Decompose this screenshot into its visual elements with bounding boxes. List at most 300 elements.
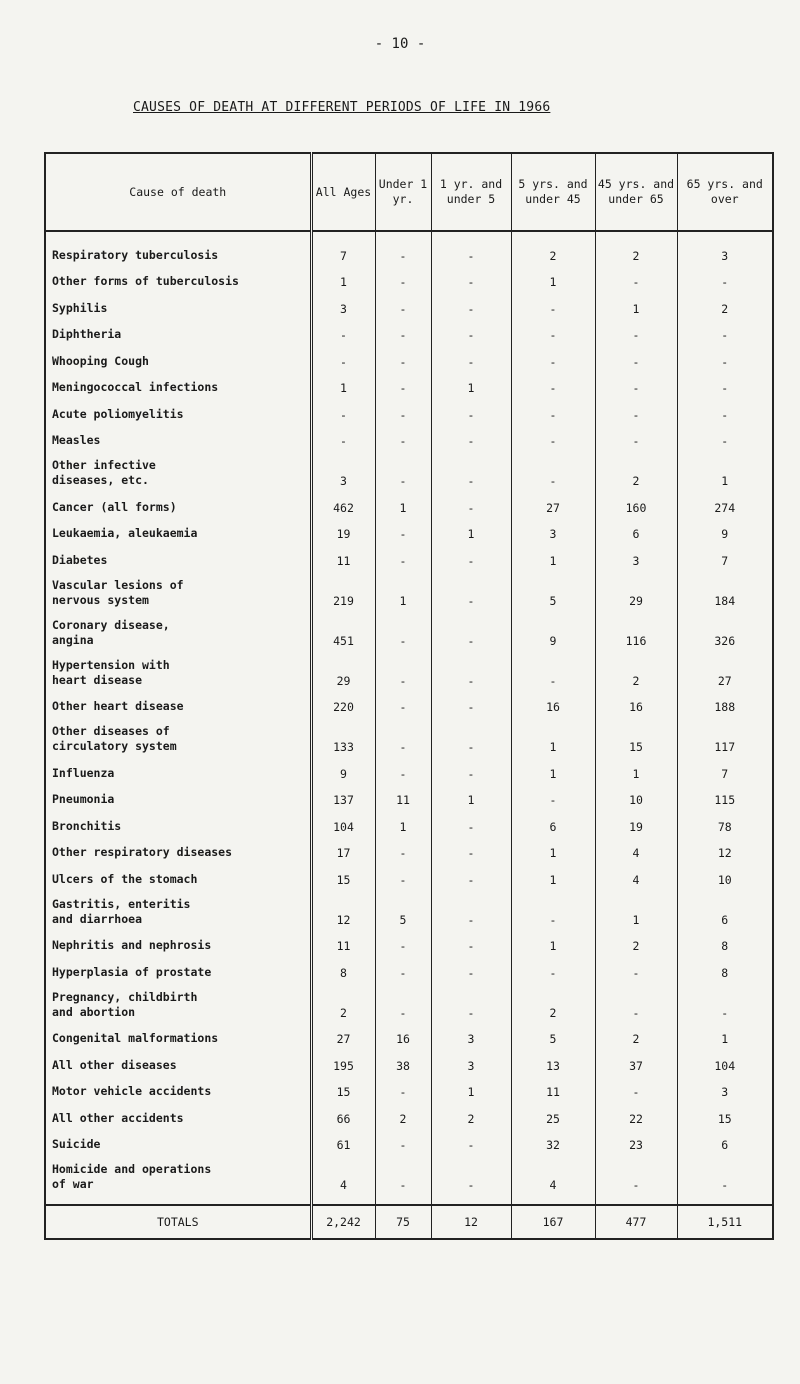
value-1-to-5: - [431,838,511,865]
value-1-to-5: - [431,811,511,838]
value-65-over: - [677,320,773,347]
value-45-to-65: 19 [595,811,677,838]
cause-cell [45,346,311,373]
value-5-to-45: 2 [511,984,595,1024]
table-row [45,612,773,652]
table-row [45,293,773,320]
value-1-to-5: 1 [431,519,511,546]
table-row [45,399,773,426]
value-5-to-45: 13 [511,1050,595,1077]
value-all-ages: 220 [311,692,375,719]
cause-cell [45,320,311,347]
value-65-over: 12 [677,838,773,865]
table-row [45,1050,773,1077]
cause-cell [45,785,311,812]
value-5-to-45: 27 [511,492,595,519]
cause-cell [45,652,311,692]
total-45-to-65: 477 [595,1205,677,1239]
cause-cell [45,1103,311,1130]
value-65-over: 6 [677,891,773,931]
cause-label: Suicide [52,1137,101,1151]
value-all-ages: 15 [311,864,375,891]
value-45-to-65: 4 [595,838,677,865]
header-45-to-65: 45 yrs. and under 65 [595,153,677,231]
value-45-to-65: - [595,320,677,347]
value-1-to-5: - [431,399,511,426]
value-5-to-45: - [511,785,595,812]
value-under-1: - [375,399,431,426]
cause-label: Congenital malformations [52,1031,219,1045]
total-under-1: 75 [375,1205,431,1239]
table-row [45,572,773,612]
value-45-to-65: - [595,1156,677,1196]
table-row [45,838,773,865]
value-5-to-45: - [511,426,595,453]
cause-label: Other diseases of circulatory system [52,724,177,753]
value-1-to-5: - [431,452,511,492]
cause-label: Hyperplasia of prostate [52,964,212,979]
value-all-ages: - [311,346,375,373]
value-45-to-65: 2 [595,452,677,492]
value-65-over: 1 [677,1024,773,1051]
table-row [45,346,773,373]
cause-cell [45,957,311,984]
value-65-over: - [677,267,773,294]
value-45-to-65: - [595,373,677,400]
value-under-1: 38 [375,1050,431,1077]
totals-label: TOTALS [45,1205,311,1239]
value-45-to-65: 116 [595,612,677,652]
cause-cell [45,811,311,838]
table-row [45,984,773,1024]
cause-label: Other forms of tuberculosis [52,274,239,288]
cause-cell [45,373,311,400]
value-65-over: 7 [677,545,773,572]
value-under-1: - [375,864,431,891]
value-all-ages: 11 [311,545,375,572]
value-1-to-5: - [431,1156,511,1196]
value-all-ages: - [311,426,375,453]
value-45-to-65: 10 [595,785,677,812]
value-5-to-45: 16 [511,692,595,719]
value-1-to-5: - [431,545,511,572]
cause-label: Diabetes [52,552,108,567]
value-65-over: 188 [677,692,773,719]
value-5-to-45: 6 [511,811,595,838]
cause-label: Leukaemia, aleukaemia [52,526,198,540]
value-65-over: 3 [677,1077,773,1104]
cause-cell [45,718,311,758]
value-all-ages: 11 [311,931,375,958]
value-45-to-65: 23 [595,1130,677,1157]
value-45-to-65: 1 [595,891,677,931]
table-row [45,931,773,958]
table-row [45,1077,773,1104]
table-row [45,957,773,984]
value-5-to-45: - [511,957,595,984]
cause-label: Measles [52,433,101,447]
value-all-ages: 451 [311,612,375,652]
value-65-over: 2 [677,293,773,320]
value-1-to-5: 1 [431,373,511,400]
value-45-to-65: - [595,426,677,453]
cause-cell [45,984,311,1024]
cause-cell [45,692,311,719]
value-under-1: 1 [375,572,431,612]
value-1-to-5: - [431,758,511,785]
value-45-to-65: 15 [595,718,677,758]
value-5-to-45: 9 [511,612,595,652]
table-row [45,785,773,812]
table-row [45,1130,773,1157]
value-5-to-45: - [511,652,595,692]
value-45-to-65: - [595,984,677,1024]
table-row [45,519,773,546]
value-all-ages: 7 [311,240,375,267]
cause-label: Bronchitis [52,818,122,833]
cause-cell [45,891,311,931]
table-row [45,452,773,492]
value-under-1: - [375,1130,431,1157]
value-1-to-5: 1 [431,785,511,812]
cause-label: Other heart disease [52,699,184,713]
value-all-ages: 3 [311,293,375,320]
value-1-to-5: - [431,572,511,612]
value-all-ages: 3 [311,452,375,492]
value-under-1: - [375,240,431,267]
cause-label: Pneumonia [52,792,115,806]
value-65-over: 115 [677,785,773,812]
value-all-ages: 462 [311,492,375,519]
cause-label: Hypertension with heart disease [52,657,170,687]
cause-label: Ulcers of the stomach [52,871,198,886]
value-all-ages: - [311,320,375,347]
cause-label: Influenza [52,765,115,780]
value-5-to-45: 1 [511,758,595,785]
cause-cell [45,519,311,546]
value-65-over: 7 [677,758,773,785]
value-under-1: 1 [375,811,431,838]
value-under-1: - [375,838,431,865]
value-65-over: 326 [677,612,773,652]
header-5-to-45: 5 yrs. and under 45 [511,153,595,231]
cause-cell [45,240,311,267]
value-all-ages: 4 [311,1156,375,1196]
value-under-1: - [375,984,431,1024]
value-1-to-5: - [431,891,511,931]
cause-label: Syphilis [52,300,108,315]
value-1-to-5: - [431,957,511,984]
value-all-ages: 8 [311,957,375,984]
value-all-ages: - [311,399,375,426]
value-45-to-65: 2 [595,1024,677,1051]
cause-cell [45,452,311,492]
total-65-over: 1,511 [677,1205,773,1239]
value-all-ages: 1 [311,267,375,294]
value-1-to-5: 3 [431,1050,511,1077]
cause-cell [45,1130,311,1157]
value-65-over: 6 [677,1130,773,1157]
value-65-over: - [677,1156,773,1196]
value-65-over: 274 [677,492,773,519]
cause-label: Coronary disease, angina [52,617,170,647]
cause-cell [45,612,311,652]
value-45-to-65: 22 [595,1103,677,1130]
value-all-ages: 195 [311,1050,375,1077]
value-5-to-45: 1 [511,864,595,891]
value-1-to-5: - [431,984,511,1024]
cause-label: Motor vehicle accidents [52,1084,212,1098]
cause-cell [45,545,311,572]
value-all-ages: 133 [311,718,375,758]
value-1-to-5: - [431,267,511,294]
value-under-1: 2 [375,1103,431,1130]
table-row [45,811,773,838]
value-under-1: 5 [375,891,431,931]
value-45-to-65: 3 [595,545,677,572]
value-65-over: 78 [677,811,773,838]
cause-label: Acute poliomyelitis [52,406,184,421]
value-1-to-5: - [431,1130,511,1157]
value-1-to-5: - [431,426,511,453]
value-65-over: 1 [677,452,773,492]
totals-row [45,1205,773,1239]
cause-cell [45,931,311,958]
value-5-to-45: 11 [511,1077,595,1104]
cause-cell [45,572,311,612]
value-5-to-45: 25 [511,1103,595,1130]
value-45-to-65: 1 [595,293,677,320]
value-5-to-45: 1 [511,267,595,294]
value-45-to-65: 2 [595,240,677,267]
page-number: - 10 - [374,36,426,52]
value-all-ages: 137 [311,785,375,812]
total-5-to-45: 167 [511,1205,595,1239]
spacer-row [45,231,773,240]
value-65-over: 15 [677,1103,773,1130]
value-all-ages: 66 [311,1103,375,1130]
cause-cell [45,426,311,453]
value-5-to-45: 2 [511,240,595,267]
value-all-ages: 61 [311,1130,375,1157]
value-1-to-5: - [431,492,511,519]
table-row [45,1156,773,1196]
value-5-to-45: 1 [511,545,595,572]
value-under-1: 11 [375,785,431,812]
table-body [45,231,773,1205]
value-all-ages: 104 [311,811,375,838]
cause-label: Gastritis, enteritis and diarrhoea [52,896,191,926]
header-65-over: 65 yrs. and over [677,153,773,231]
cause-cell [45,399,311,426]
value-5-to-45: - [511,346,595,373]
table-row [45,1103,773,1130]
value-65-over: 3 [677,240,773,267]
value-65-over: - [677,984,773,1024]
value-65-over: 9 [677,519,773,546]
cause-cell [45,1024,311,1051]
value-under-1: - [375,426,431,453]
spacer-row [45,1196,773,1205]
value-5-to-45: 1 [511,931,595,958]
value-1-to-5: - [431,293,511,320]
table-row [45,692,773,719]
cause-cell [45,1156,311,1196]
value-all-ages: 19 [311,519,375,546]
header-cause: Cause of death [45,153,311,231]
value-5-to-45: 5 [511,572,595,612]
value-under-1: 1 [375,492,431,519]
table-row [45,320,773,347]
value-45-to-65: 29 [595,572,677,612]
value-5-to-45: 4 [511,1156,595,1196]
total-all-ages: 2,242 [311,1205,375,1239]
cause-cell [45,492,311,519]
causes-of-death-table [44,152,774,1240]
cause-label: Nephritis and nephrosis [52,938,212,952]
value-all-ages: 29 [311,652,375,692]
cause-label: Whooping Cough [52,353,149,368]
table-row [45,652,773,692]
cause-label: Vascular lesions of nervous system [52,577,184,607]
value-5-to-45: - [511,293,595,320]
value-under-1: - [375,519,431,546]
value-under-1: - [375,718,431,758]
cause-label: Other infective diseases, etc. [52,458,156,487]
table-row [45,373,773,400]
value-45-to-65: 16 [595,692,677,719]
cause-label: All other diseases [52,1057,177,1072]
value-all-ages: 27 [311,1024,375,1051]
value-under-1: - [375,320,431,347]
value-1-to-5: 1 [431,1077,511,1104]
value-1-to-5: - [431,692,511,719]
cause-cell [45,838,311,865]
value-1-to-5: - [431,652,511,692]
value-45-to-65: 160 [595,492,677,519]
value-45-to-65: 37 [595,1050,677,1077]
cause-label: All other accidents [52,1110,184,1125]
value-1-to-5: 3 [431,1024,511,1051]
value-45-to-65: - [595,346,677,373]
table-row [45,891,773,931]
value-45-to-65: - [595,1077,677,1104]
value-1-to-5: - [431,240,511,267]
value-all-ages: 2 [311,984,375,1024]
value-45-to-65: - [595,957,677,984]
value-65-over: 10 [677,864,773,891]
table-row [45,492,773,519]
header-row [45,153,773,231]
cause-cell [45,1050,311,1077]
total-1-to-5: 12 [431,1205,511,1239]
cause-cell [45,758,311,785]
value-65-over: - [677,373,773,400]
cause-label: Meningococcal infections [52,380,219,394]
cause-label: Respiratory tuberculosis [52,247,219,262]
value-under-1: - [375,293,431,320]
value-5-to-45: - [511,891,595,931]
value-1-to-5: - [431,320,511,347]
value-5-to-45: 1 [511,838,595,865]
page-title: CAUSES OF DEATH AT DIFFERENT PERIODS OF LIFE IN 1966 [133,100,551,115]
value-5-to-45: - [511,452,595,492]
table-row [45,718,773,758]
header-under-1: Under 1 yr. [375,153,431,231]
value-45-to-65: 2 [595,652,677,692]
table-row [45,545,773,572]
value-65-over: 8 [677,957,773,984]
value-1-to-5: - [431,718,511,758]
value-under-1: - [375,957,431,984]
value-1-to-5: - [431,612,511,652]
value-all-ages: 1 [311,373,375,400]
value-under-1: - [375,545,431,572]
value-5-to-45: 32 [511,1130,595,1157]
value-under-1: - [375,692,431,719]
value-65-over: 27 [677,652,773,692]
value-under-1: - [375,346,431,373]
cause-cell [45,864,311,891]
value-1-to-5: 2 [431,1103,511,1130]
table-row [45,1024,773,1051]
value-1-to-5: - [431,931,511,958]
value-65-over: 8 [677,931,773,958]
cause-label: Diphtheria [52,327,122,341]
table-row [45,267,773,294]
value-45-to-65: - [595,399,677,426]
value-all-ages: 9 [311,758,375,785]
cause-cell [45,1077,311,1104]
value-45-to-65: 6 [595,519,677,546]
value-all-ages: 12 [311,891,375,931]
value-65-over: 184 [677,572,773,612]
value-65-over: - [677,399,773,426]
value-5-to-45: - [511,399,595,426]
table-row [45,426,773,453]
value-65-over: 104 [677,1050,773,1077]
value-under-1: - [375,758,431,785]
table-row [45,240,773,267]
value-under-1: - [375,452,431,492]
value-65-over: - [677,346,773,373]
value-under-1: - [375,1156,431,1196]
cause-cell [45,293,311,320]
value-45-to-65: - [595,267,677,294]
value-5-to-45: - [511,373,595,400]
value-under-1: - [375,267,431,294]
value-5-to-45: 3 [511,519,595,546]
cause-label: Other respiratory diseases [52,845,233,859]
value-all-ages: 219 [311,572,375,612]
value-45-to-65: 1 [595,758,677,785]
cause-label: Homicide and operations of war [52,1162,212,1191]
value-under-1: - [375,652,431,692]
value-5-to-45: 5 [511,1024,595,1051]
cause-cell [45,267,311,294]
value-5-to-45: 1 [511,718,595,758]
value-under-1: - [375,373,431,400]
value-1-to-5: - [431,346,511,373]
value-under-1: 16 [375,1024,431,1051]
cause-label: Pregnancy, childbirth and abortion [52,989,198,1019]
value-1-to-5: - [431,864,511,891]
value-all-ages: 15 [311,1077,375,1104]
value-65-over: - [677,426,773,453]
table-row [45,758,773,785]
value-under-1: - [375,931,431,958]
value-5-to-45: - [511,320,595,347]
